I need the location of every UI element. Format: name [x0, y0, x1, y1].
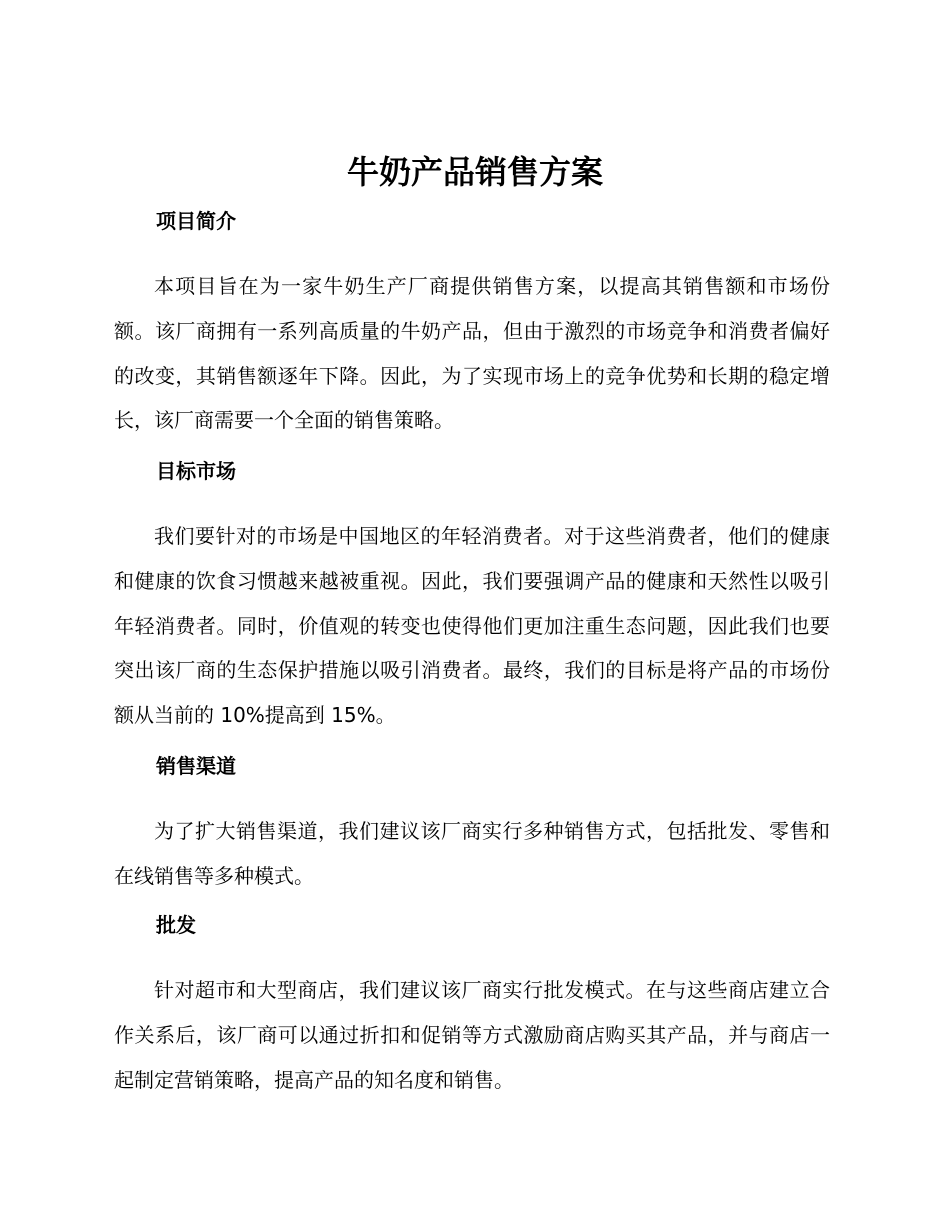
- section-target-market: [114, 456, 830, 738]
- section-heading: 目标市场: [156, 459, 236, 483]
- section-paragraph: 本项目旨在为一家牛奶生产厂商提供销售方案，以提高其销售额和市场份额。该厂商拥有一系列高质量的牛奶产品，但由于激烈的市场竞争和消费者偏好的改变，其销售额逐年下降。因此，为了实现市场上的竞争优势和长期的稳定增长，该厂商需要一个全面的销售策略。: [114, 274, 830, 433]
- section-heading: 项目简介: [156, 209, 236, 233]
- section-heading: 销售渠道: [156, 754, 236, 778]
- section-wholesale: [114, 910, 830, 1102]
- section-project-intro: [114, 206, 830, 443]
- section-heading: 批发: [156, 913, 196, 937]
- section-paragraph: 我们要针对的市场是中国地区的年轻消费者。对于这些消费者，他们的健康和健康的饮食习惯越来越被重视。因此，我们要强调产品的健康和天然性以吸引年轻消费者。同时，价值观的转变也使得他们更加注重生态问题，因此我们也要突出该厂商的生态保护措施以吸引消费者。最终，我们的目标是将产品的市场份额从当前的 10%提高到 15%。: [114, 524, 830, 728]
- document-title: 牛奶产品销售方案: [346, 153, 603, 191]
- section-paragraph: 针对超市和大型商店，我们建议该厂商实行批发模式。在与这些商店建立合作关系后，该厂商可以通过折扣和促销等方式激励商店购买其产品，并与商店一起制定营销策略，提高产品的知名度和销售。: [114, 978, 830, 1092]
- section-sales-channels: [114, 751, 830, 899]
- section-paragraph: 为了扩大销售渠道，我们建议该厂商实行多种销售方式，包括批发、零售和在线销售等多种模式。: [114, 819, 830, 888]
